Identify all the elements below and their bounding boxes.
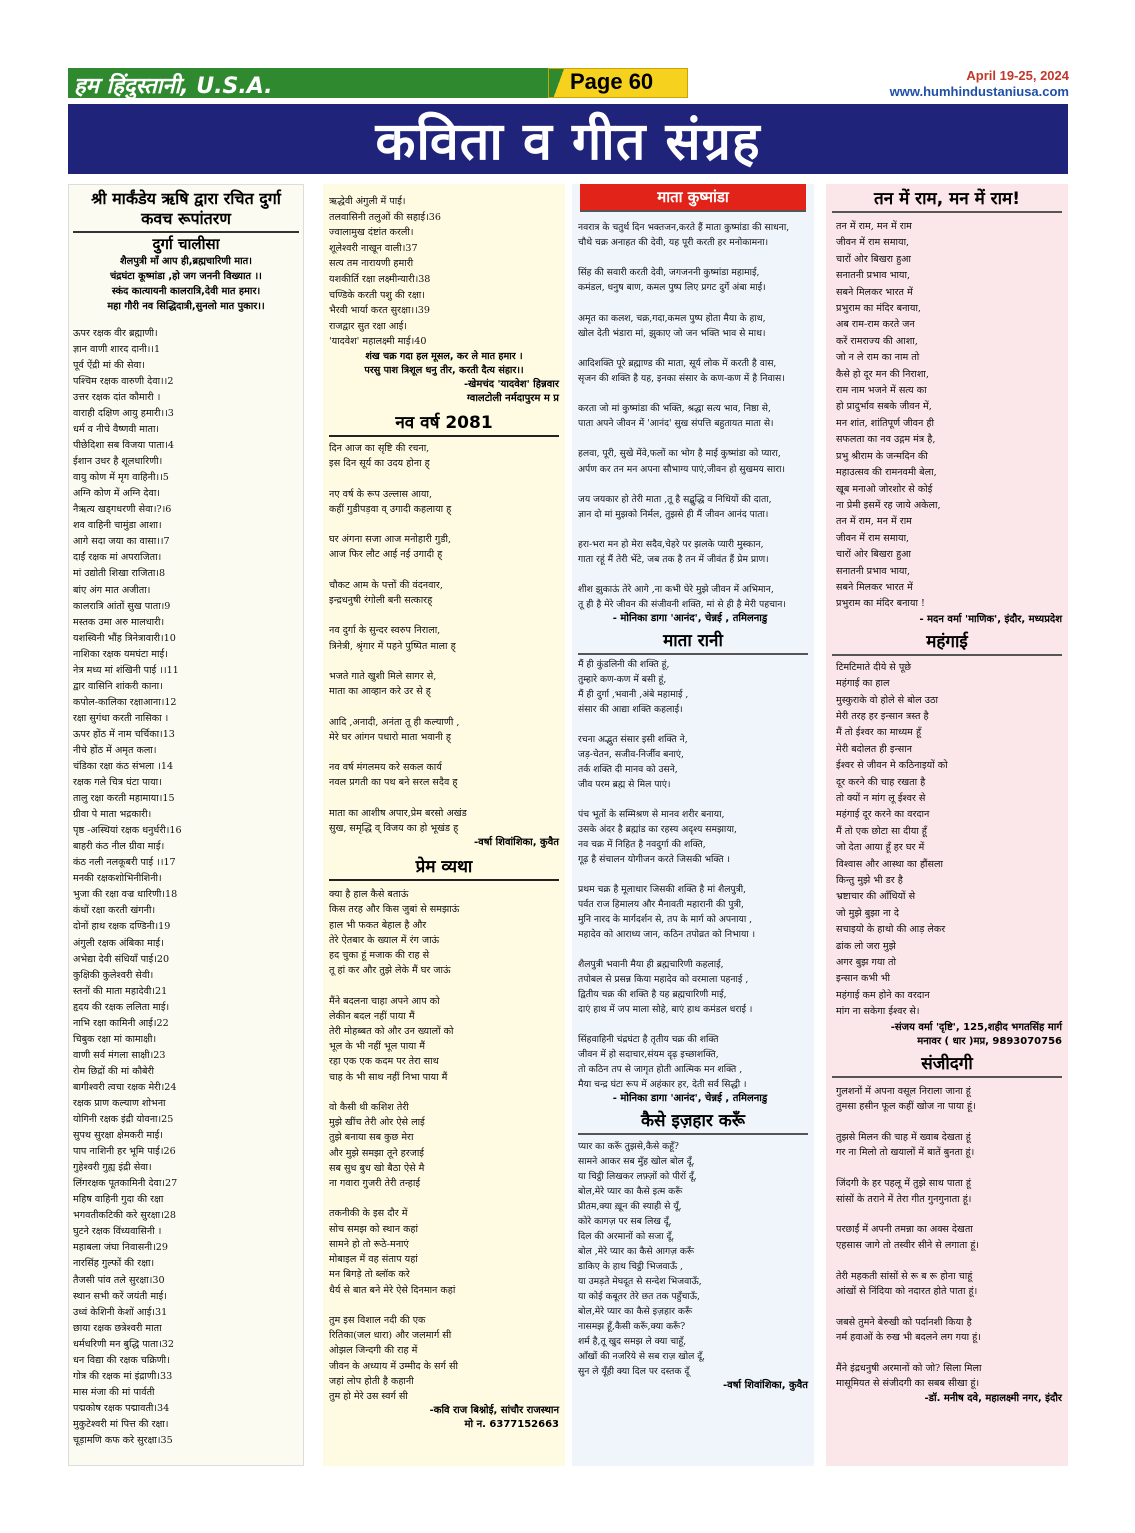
poem-body-tan-mein-ram: तन में राम, मन में राम जीवन में राम समाया, चारों ओर बिखरा हुआ सनातनी प्रभाव भाया, सबने मिलकर भारत में प्रभुराम का मंदिर बनाया, अब राम-राम करते जन करें रामराज्य की आशा, जो न ले राम का नाम तो कैसे हो दूर मन की निराशा, राम नाम भजने में सत्य का हो प्रादुर्भाव सबके जीवन में, मन शांत, शांतिपूर्ण जीवन ही सफलता का नव उद्गम मंत्र है, प्रभु श्रीराम के जन्मदिन की महाउत्सव की रामनवमी बेला, खूब मनाओ जोरशोर से कोई ना प्रेमी इसमें रह जाये अकेला, तन में राम, मन में राम जीवन में राम समाया, चारों ओर बिखरा हुआ सनातनी प्रभाव भाया, सबने मिलकर भारत में प्रभुराम का मंदिर बनाया !: [836, 221, 941, 610]
poem-credit-monika-1: - मोनिका डागा 'आनंद', चेन्नई , तमिलनाडु: [612, 613, 768, 625]
poem-couplet: शंख चक्र गदा हल मूसल, कर ले मात हमार । परसु पाश त्रिशूल धनु तीर, करती दैत्य संहार।।: [364, 350, 524, 376]
poem-title-tan-mein-ram: तन में राम, मन में राम!: [832, 184, 1062, 213]
poem-title-kaise-izhaar: कैसे इज़हार करूँ: [578, 1106, 808, 1135]
poem-credit-sanjay-verma: -संजय वर्मा 'दृष्टि', 125,शहीद भगतसिंह मार्ग मनावर ( धार )मप्र, 9893070756: [890, 1021, 1062, 1047]
section-title: कविता व गीत संग्रह: [375, 111, 761, 172]
column-durga-kavach: [68, 184, 304, 1466]
masthead-name: हम हिंदुस्तानी, U.S.A.: [74, 74, 273, 99]
poem-body-mata-kushmanda: नवरात्र के चतुर्थ दिन भक्तजन,करते हैं माता कुष्मांडा की साधना, चौथे चक्र अनाहत की देवी, यह पूरी करती हर मनोकामना। सिंह की सवारी करती देवी, जगजननी कुष्मांडा महामाई, कमंडल, धनुष बाण, कमल पुष्प लिए प्रगट दुर्गे अंबा माई। अमृत का कलश, चक्र,गदा,कमल पुष्प होता मैया के हाथ, खोल देती भंडारा मां, झुकाए जो जन भक्ति भाव से माथ। आदिशक्ति पूरे ब्रह्माण्ड की माता, सूर्य लोक में करती है वास, सृजन की शक्ति है यह, इनका संसार के कण-कण में है निवास। करता जो मां कुष्मांडा की भक्ति, श्रद्धा सत्य भाव, निष्ठा से, पाता अपने जीवन में 'आनंद' सुख संपत्ति बहुतायत माता से। हलवा, पूरी, सुखे मेंवे,फलों का भोग है माई कुष्मांडा को प्यारा, अर्पण कर तन मन अपना सौभाग्य पाएं,जीवन हो सुखमय सारा। जय जयकार हो तेरी माता ,तू है सद्बुद्धि व निधियों की दाता, ज्ञान दो मां मुझको निर्मल, तुझसे ही मैं जीवन आनंद पाता। हरा-भरा मन हो मेरा सदैव,चेहरे पर झलके प्यारी मुस्कान, गाता रहूं मैं तेरी भेंटे, जब तक है तन में जीवंत हैं प्रेम प्राण। शीश झुकाऊं तेरे आगे ,ना कभी घेरे मुझे जीवन में अभिमान, तू ही है मेरे जीवन की संजीवनी शक्ति, मां से ही है मेरी पहचान।: [578, 222, 790, 611]
poem-title-nav-varsh: नव वर्ष 2081: [329, 408, 559, 437]
column-poems-2: [323, 184, 565, 1466]
poem-title-mata-rani: माता रानी: [578, 626, 808, 655]
poem-credit-raj-bishnoi: -कवि राज बिश्नोई, सांचौर राजस्थान मो न. 6377152663: [429, 1405, 559, 1431]
page-number: Page 60: [570, 69, 654, 94]
poem-subtitle-durga-chalisa: दुर्गा चालीसा: [152, 235, 220, 253]
poem-title-sanjeedagi: संजीदगी: [832, 1049, 1062, 1078]
section-banner: [68, 104, 1068, 174]
poem-intro: शैलपुत्री माँ आप ही,ब्रह्मचारिणी मात। चंद्रघंटा कूष्मांडा ,हो जग जननी विख्यात ।। स्कंद कात्यायनी कालरात्रि,देवी मात हमार। महा गौरी नव सिद्धिदात्री,सुनलो मात पुकार।।: [107, 255, 265, 312]
poem-body-mehangai: टिमटिमाते दीये से पूछे महंगाई का हाल मुस्कुराके वो होले से बोल उठा मेरी तरह हर इन्सान त्रस्त है मैं तो ईश्वर का माध्यम हूँ मेरी बदोलत ही इन्सान ईश्वर से जीवन मे कठिनाइयों को दूर करने की चाह रखता है तो क्यों न मांग लू ईश्वर से महंगाई दूर करने का वरदान मैं तो एक छोटा सा दीया हूँ जो देता आया हूँ हर घर में विश्वास और आस्था का हौंसला किन्तु मुझे भी डर है भ्रष्टाचार की आँधियों से जो मुझे बुझा ना दे सचाइयो के हाथो की आड़ लेकर ढांक लो जरा मुझे अगर बुझ गया तो इन्सान कभी भी महंगाई कम होने का वरदान मांग ना सकेगा ईश्वर से।: [836, 661, 948, 1018]
poem-credit-yadvesh: -खेमचंद 'यादवेश' हिन्नवार ग्वालटोली नर्मदापुरम म प्र: [464, 378, 559, 404]
poem-credit-manish-dave: -डॉ. मनीष दवे, महालक्ष्मी नगर, इंदौर: [924, 1392, 1062, 1404]
poem-body-kavach-continued: ऋद्धेवी अंगुली में पाई। तलवासिनी तलुओं की सहाई।36 ज्वालामुख दंष्टांत करली। शूलेश्वरी नाखून वाली।37 सत्य तम नारायणी हमारी यशकीर्ति रक्षा लक्ष्मीन्यारी।38 चण्डिके करती पशु की रक्षा। भैरवी भार्या करत सुरक्षा।।39 राजद्वार सुत रक्षा आई। 'यादवेश' महालक्ष्मी माई।40: [329, 196, 441, 348]
issue-date: April 19-25, 2024: [966, 68, 1069, 83]
poem-body-nav-varsh: दिन आज का सृष्टि की रचना, इस दिन सूर्य का उदय होना ह् नए वर्ष के रूप उल्लास आया, कहीं गुडीपड़वा व् उगादी कहलाया ह् घर अंगना सजा आज मनोहारी गुडी, आज फिर लौट आई नई उगादी ह् चौकट आम के पत्तों की वंदनवार, इन्द्रधनुषी रंगोली बनी सत्कारह् नव दुर्गा के सुन्दर स्वरुप निराला, त्रिनेत्री, श्रृंगार में पहने पुष्पित माला ह् भजते गाते खुशी मिले सागर से, माता का आव्हान करे उर से ह् आदि ,अनादी, अनंता तू ही कल्याणी , मेरे घर आंगन पधारो माता भवानी ह् नव वर्ष मंगलमय करे सकल कार्य नवल प्रगती का पथ बने सरल सदैव ह् माता का आशीष अपार,प्रेम बरसो अखंड सुख, समृद्धि व् विजय का हो भूखंड ह्: [329, 442, 467, 835]
column-poems-4: [826, 184, 1068, 1466]
poem-body-kaise-izhaar: प्यार का करूँ तुझसे,कैसे कहूँ? सामने आकर सब मुँह खोल बोल दूँ, या चिट्ठी लिखकर लफ़्ज़ों को पीरों दूँ, बोल,मेरे प्यार का कैसे इत्म करूँ प्रीतम,क्या ख़ून की स्याही से यूँ, कोरे कागज़ पर सब लिख दूँ, दिल की अरमानों को सजा दूँ, बोल ,मेरे प्यार का कैसे आगज़ करूँ डाकिए के हाथ चिट्ठी भिजवाऊँ , या उमड़ते मेघदूत से सन्देश भिजवाऊँ, या कोई कबूतर तेरे छत तक पहुँचाऊँ, बोल,मेरे प्यार का कैसे इज़हार करूँ नासमझ हूँ,कैसी करूँ,क्या करूँ? शर्म है,तू खुद समझ ले क्या चाहूँ, आँखों की नजरिये से सब राज़ खोल दूँ, सुन ले यूँही क्या दिल पर दस्तक दूँ: [578, 1141, 706, 1378]
poem-title-mehangai: महंगाई: [832, 627, 1062, 656]
site-url[interactable]: www.humhindustaniusa.com: [889, 84, 1069, 99]
poem-credit-varsha: -वर्षा शिवांशिका, कुवैत: [474, 837, 559, 849]
poem-body-sanjeedagi: गुलशनों में अपना वसूल निराला जाना हूं तुमसा हसीन फूल कहीं खोज ना पाया हूं। तुझसे मिलन की चाह में ख्वाब देखता हूं गर ना मिलो तो खयालों में बातें बुनता हूं। जिंदगी के हर पहलू में तुझे साथ पाता हूं सांसों के तराने में तेरा गीत गुनगुनाता हूं। परछाईं में अपनी तमन्ना का अक्स देखता एहसास जागे तो तस्वीर सीने से लगाता हूं। तेरी महकती सांसों से रू ब रू होना चाहूं आंखों से निंदिया को नदारत होते पाता हूं। जबसे तुमने बेरुखी को पर्दानशी किया है नर्म हवाओं के रुख भी बदलने लग गया हूं। मैंने इंद्रधनुषी अरमानों को जो? सिला मिला मासूमियत से संजीदगी का सबब सीखा हूं।: [836, 1085, 982, 1390]
column-poems-3: [572, 184, 814, 1466]
poem-body-mata-rani: मैं ही कुंडलिनी की शक्ति हूं, तुम्हारे कण-कण में बसी हूं, मैं ही दुर्गा ,भवानी ,अंबे महामाई , संसार की आद्या शक्ति कहलाई। रचना अद्भुत संसार इसी शक्ति ने, जड़-चेतन, सजीव-निर्जीव बनाएं, तर्क शक्ति दी मानव को उसने, जीव परम ब्रह्म से मिल पाएं। पंच भूतों के सम्मिश्रण से मानव शरीर बनाया, उसके अंदर है ब्रह्मांड का रहस्य अदृश्य समझाया, नव चक्र में निहित है नवदुर्गा की शक्ति, गूढ़ है संचालन योगीजन करते जिसकी भक्ति । प्रथम चक्र है मूलाधार जिसकी शक्ति है मां शैलपुत्री, पर्वत राज हिमालय और मैनावती महारानी की पुत्री, मुनि नारद के मार्गदर्शन से, तप के मार्ग को अपनाया , महादेव को आराध्य जान, कठिन तपोव्रत को निभाया । शैलपुत्री भवानी मैया ही ब्रह्मचारिणी कहलाई, तपोबल से प्रसन्न किया महादेव को वरमाला पहनाई , द्वितीय चक्र की शक्ति है यह ब्रह्मचारिणी माई, दाएं हाथ में जप माला सोहे, बाएं हाथ कमंडल धराई । सिंहवाहिनी चंद्रघंटा है तृतीय चक्र की शक्ति जीवन में हो सदाचार,संयम दृढ़ इच्छाशक्ति, तो कठिन तप से जागृत होती आत्मिक मन शक्ति , मैया चन्द्र घंटा रूप में अहंकार हर, देती सर्व सिद्धी ।: [578, 659, 756, 1091]
poem-body-durga-kavach: ऊपर रक्षक वीर ब्रह्माणी। ज्ञान वाणी शारद दानी।।1 पूर्व ऐंद्री मां की सेवा। पश्चिम रक्षक वारुणी देवा।।2 उत्तर रक्षक दांत कौमारी । वाराही दक्षिण आयु हमारी।।3 धर्म व नीचे वैष्णवी माता। पीछेदिशा सब विजया पाता।4 ईशान उधर है शूलधारिणी। वायु कोण में मृग वाहिनी।।5 अग्नि कोण में अग्नि देवा। नैऋत्य खड्गधरणी सेवा।?।6 शव वाहिनी चामुंडा आशा। आगे सदा जया का वासा।।7 दाईं रक्षक मां अपराजिता। मां उद्योती शिखा राजिता।8 बांए अंग मात अजीता। कालरात्रि आंतों सुख पाता।9 मस्तक उमा अरु मालधारी। यशस्विनी भौंह त्रिनेत्रावारी।10 नाशिका रक्षक यमघंटा माई। नेत्र मध्य मां शंखिनी पाई ।।11 द्वार वासिनि शांकरी काना। कपोल-कालिका रक्षाआना।12 रक्षा सुगंधा करती नासिका । ऊपर होंठ में नाम चर्चिका।13 नीचे होंठ में अमृत कला। चंडिका रक्षा कंठ संभला ।14 रक्षक गले चित्र घंटा पाया। तालु रक्षा करती महामाया।15 ग्रीवा पे माता भद्रकारी। पृष्ठ -अस्थियां रक्षक धनुर्धरी।16 बाहरी कंठ नील ग्रीवा माई। कंठ नली नलकूबरी पाई ।।17 मनकी रक्षकशोभिनीशिनी। भुजा की रक्षा वज्र धारिणी।18 कंधों रक्षा करती खंगनी। दोनों हाथ रक्षक दण्डिनी।19 अंगुली रक्षक अंबिका माई। अभेद्या देवी संधियाँ पाई।20 कुक्षिकी कुलेश्वरी सेवी। स्तनों की माता महादेवी।21 हृदय की रक्षक ललिता माई। नाभि रक्षा कामिनी आई।22 चिबुक रक्षा मां कामाक्षी। वाणी सर्व मंगला साक्षी।23 रोम छिद्रों की मां कौबेरी बागीश्वरी त्वचा रक्षक मेरी।24 रक्षक प्राण कल्याण शोभना योगिनी रक्षक इंद्री योवना।25 सुपथ सुरक्षा क्षेमकरी माई। पाप नाशिनी हर भूमि पाई।26 गुहेश्वरी गुह्य इंद्री सेवा। लिंगरक्षक पूतकामिनी देवा।27 महिष वाहिनी गुदा की रक्षा भगवतीकटिकी करे सुरक्षा।28 घुटने रक्षक विंध्यवासिनी । महाबला जंघा निवासनी।29 नारसिंह गुल्फों की रक्षा। तैजसी पांव तले सुरक्षा।30 स्थान सभी करें जयंती माई। उध्वं केशिनी केशों आई।31 छाया रक्षक छत्रेश्वरी माता धर्मधरिणी मन बुद्धि पाता।32 धन विद्या की रक्षक चक्रिणी। गोत्र की रक्षक मां इंद्राणी।33 मास मंजा की मां पार्वती पद्मकोष रक्षक पद्मावती।34 मुकुटेश्वरी मां पित्त की रक्षा। चूड़ामणि कफ करे सुरक्षा।35: [73, 327, 182, 1446]
poem-title-mata-kushmanda: माता कुष्मांडा: [580, 184, 806, 212]
poem-credit-madan-verma: - मदन वर्मा 'माणिक', इंदौर, मध्यप्रदेश: [919, 613, 1062, 625]
poem-credit-monika-2: - मोनिका डागा 'आनंद', चेन्नई , तमिलनाडु: [612, 1093, 768, 1105]
poem-credit-varsha-2: -वर्षा शिवांशिका, कुवैत: [723, 1380, 808, 1392]
poem-title-prem-vyatha: प्रेम व्यथा: [329, 852, 559, 881]
poem-body-prem-vyatha: क्या है हाल कैसे बताऊं किस तरह और किस जुबां से समझाऊं हाल भी फकत बेहाल है और तेरे ऐतबार के ख्याल में रंग जाऊं हद चुका हूं मजाक की राह से तू हां कर और तुझे लेके मैं घर जाऊं मैंने बदलना चाहा अपने आप को लेकीन बदल नहीं पाया मैं तेरी मोहब्बत को और उन ख्यालों को भूल के भी नहीं भूल पाया मैं रहा एक एक कदम पर तेरा साथ चाह के भी साथ नहीं निभा पाया मैं वो कैसी थी कशिश तेरी मुझे खींच तेरी ओर ऐसे लाई तुझे बनाया सब कुछ मेरा और मुझे समझा तूने हरजाई सब सुध बुध खो बैठा ऐसे मै ना गवारा गुजरी तेरी तन्हाई तकनीकी के इस दौर में सोच समझ को स्थान कहां सामने हो तो रूठे-मनाएं मोबाइल में वह संताप यहां मन बिगड़े तो ब्लॉक करे धैर्य से बात बने मेरे ऐसे दिनमान कहां तुम इस विशाल नदी की एक रितिका(जल धारा) और जलमार्ग सी ओझल जिन्दगी की राह में जीवन के अध्याय में उम्मीद के सर्ग सी जहां लोप होती है कहानी तुम हो मेरे उस स्वर्ग सी: [329, 889, 460, 1402]
poem-title-durga-kavach: श्री मार्कंडेय ऋषि द्वारा रचित दुर्गा कवच रूपांतरण: [73, 185, 299, 233]
